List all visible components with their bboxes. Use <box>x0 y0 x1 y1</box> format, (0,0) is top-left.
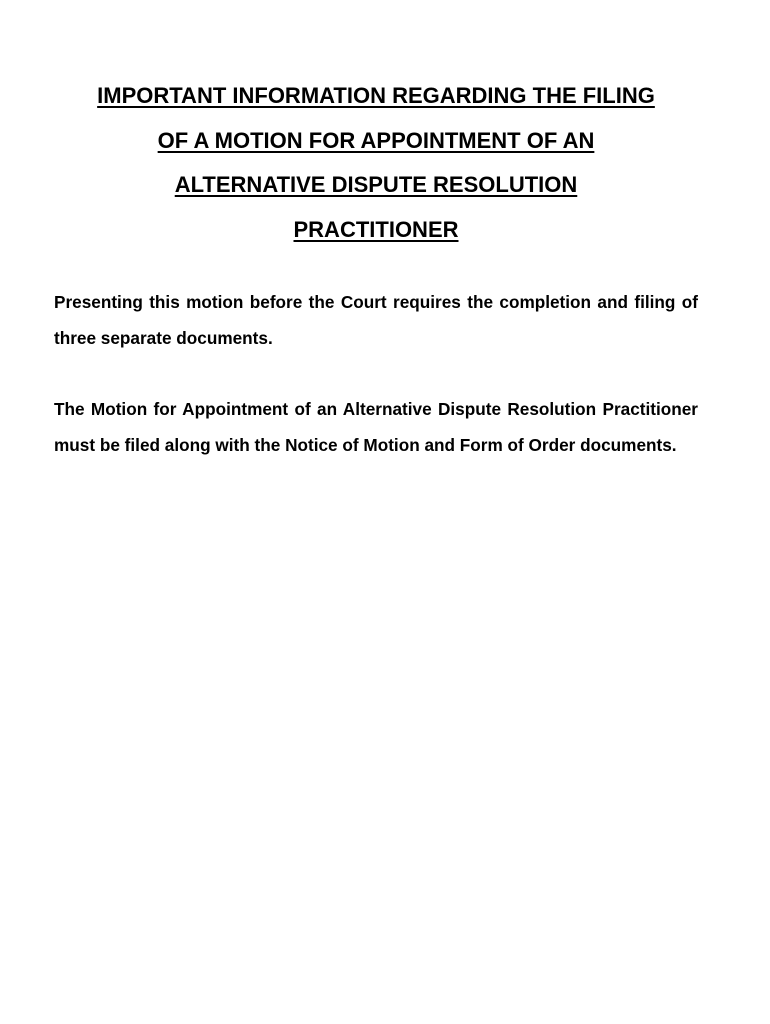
filing-requirements-paragraph: The Motion for Appointment of an Alternative Dispute Resolution Practitioner must be filed along with the Notice of Motion and Form of Order documents. <box>54 399 698 455</box>
document-title <box>40 74 712 252</box>
title-line: OF A MOTION FOR APPOINTMENT OF AN <box>157 127 595 153</box>
title-line: ALTERNATIVE DISPUTE RESOLUTION <box>174 172 578 197</box>
title-line: IMPORTANT INFORMATION REGARDING THE FILING <box>97 83 655 108</box>
title-line: PRACTITIONER <box>293 216 459 242</box>
intro-paragraph: Presenting this motion before the Court requires the completion and filing of three separate documents. <box>54 292 698 348</box>
